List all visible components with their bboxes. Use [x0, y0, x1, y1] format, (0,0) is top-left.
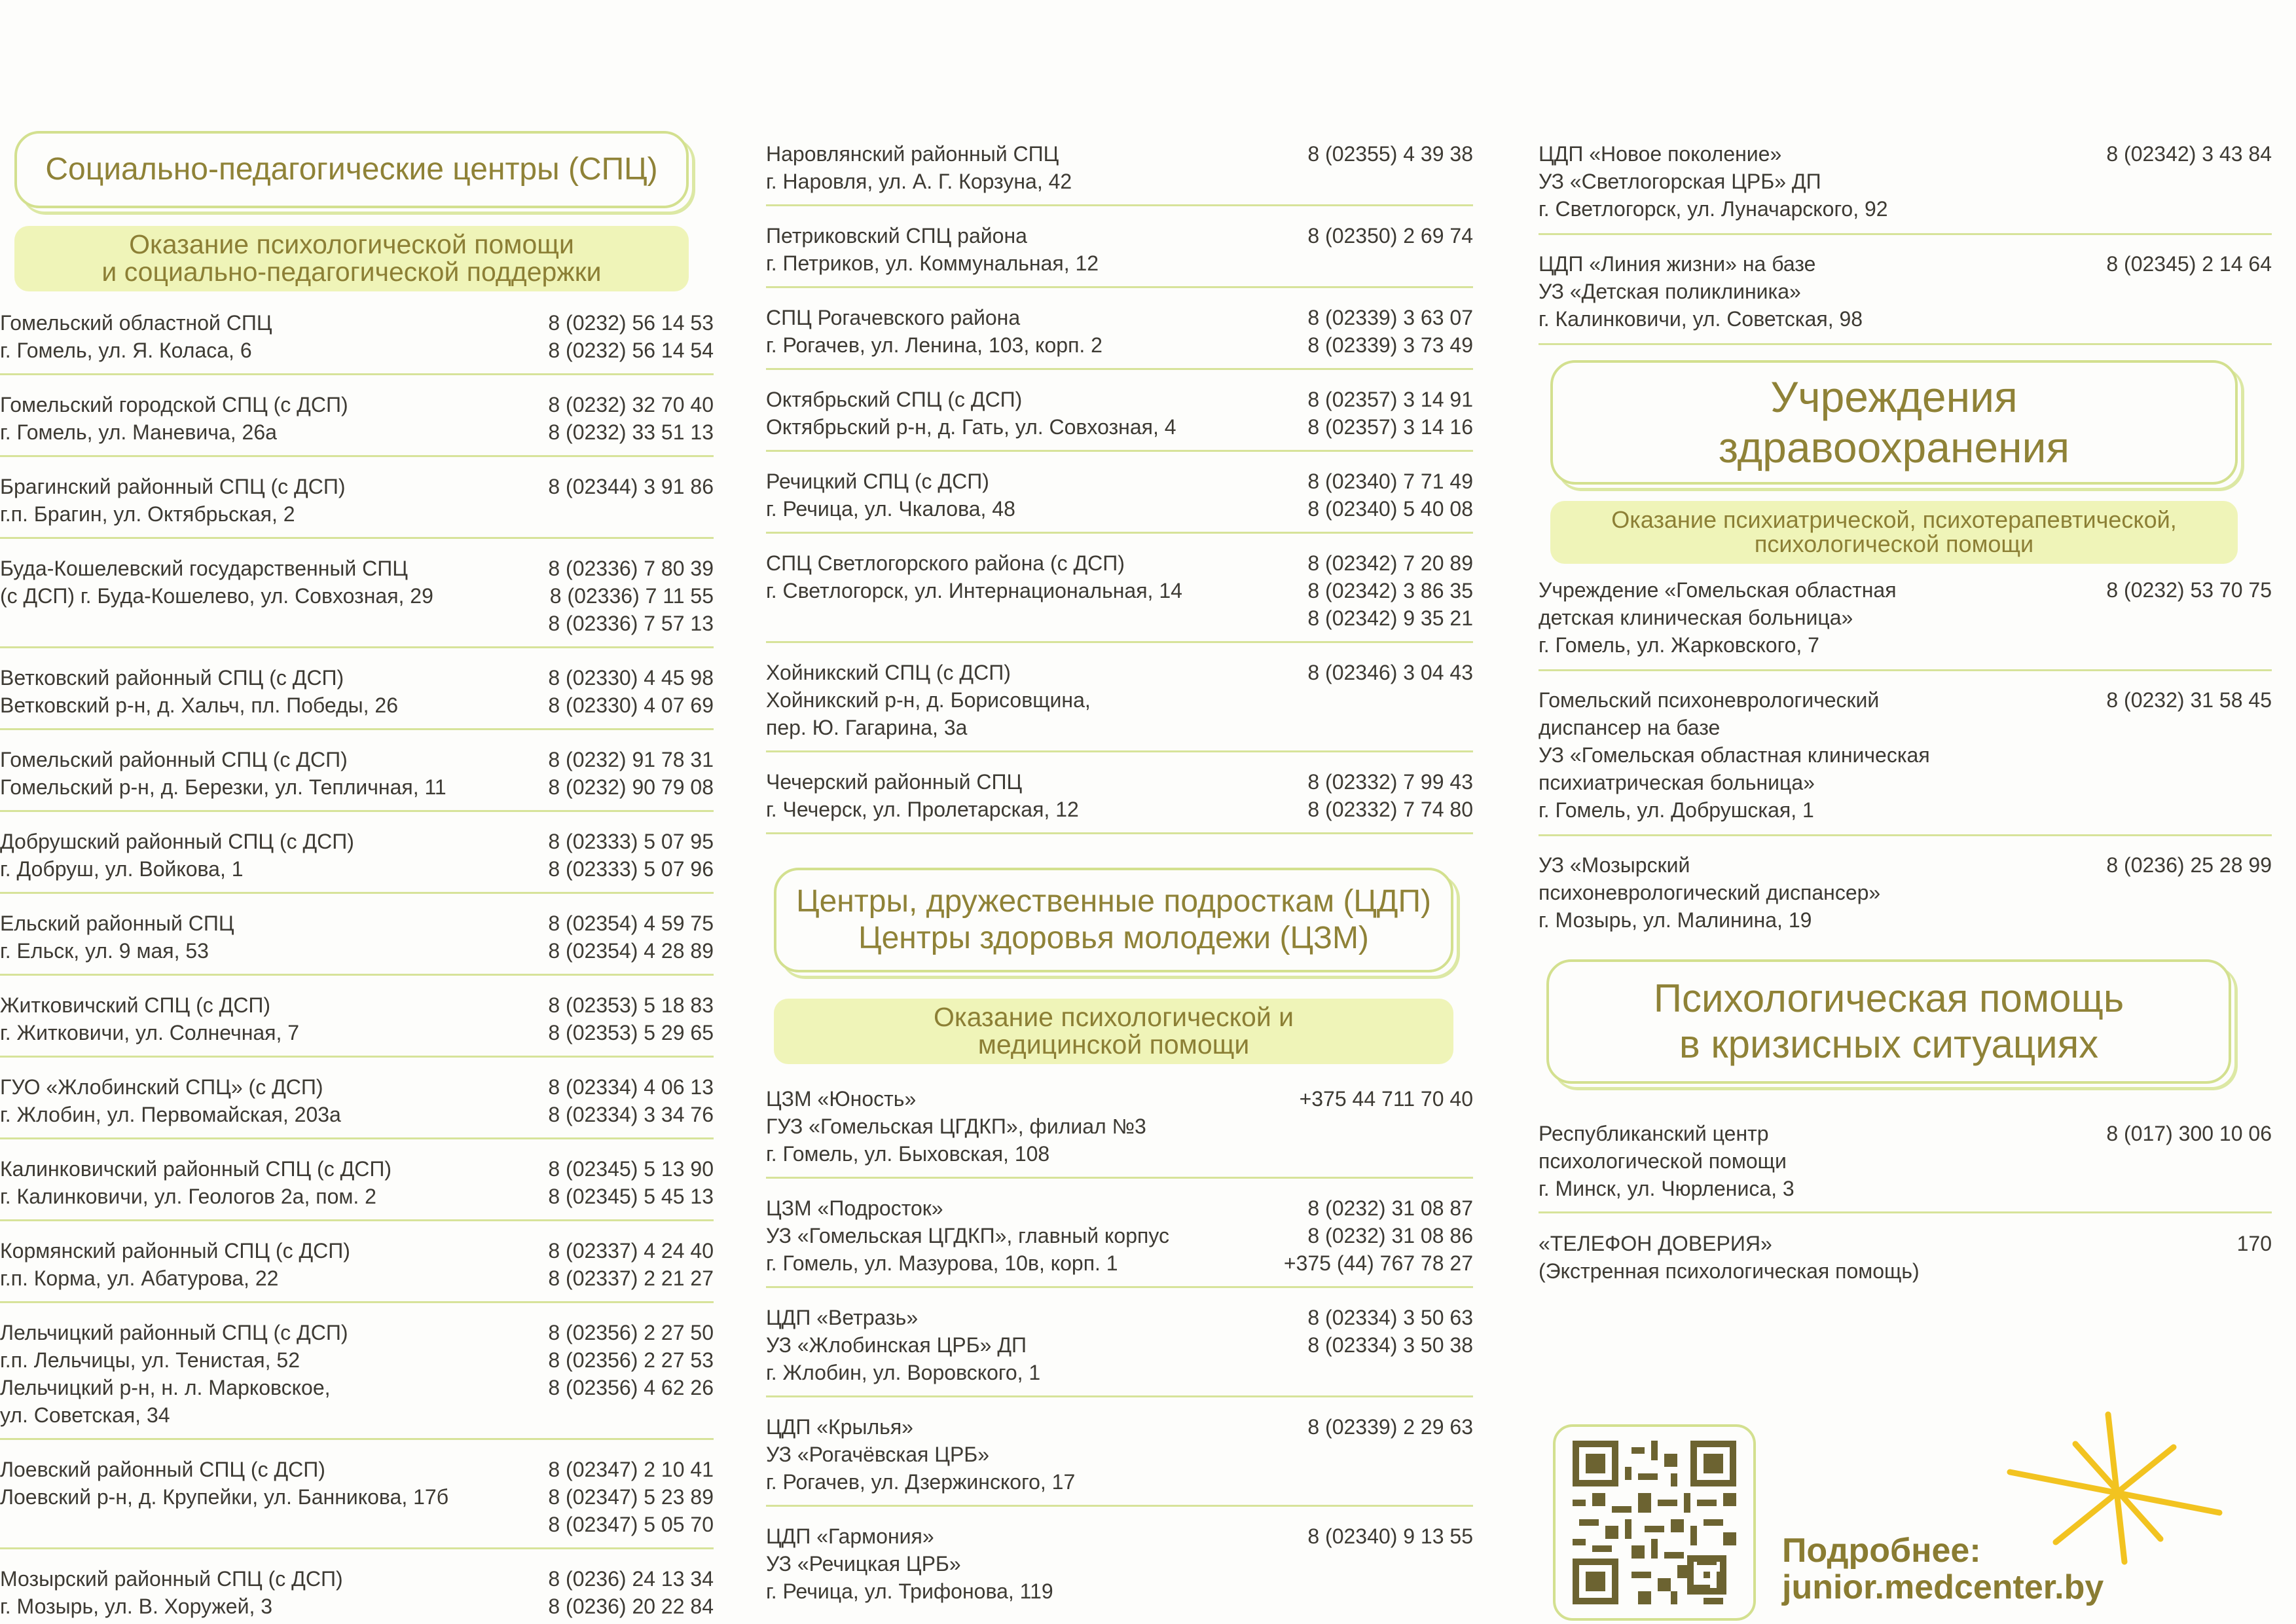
separator-line: [0, 1438, 714, 1440]
separator-line: [1539, 1211, 2272, 1213]
separator-line: [766, 1286, 1473, 1288]
section-title-crisis-text: Психологическая помощь в кризисных ситуациях: [1653, 976, 2124, 1066]
entry-item: [1539, 1230, 2272, 1285]
entry-name: ЦДП «Линия жизни» на базе УЗ «Детская поликлиника» г. Калинковичи, ул. Советская, 98: [1539, 252, 1863, 331]
separator-line: [0, 1219, 714, 1221]
separator-line: [766, 286, 1473, 288]
entry-phones[interactable]: 8 (02353) 5 18 83 8 (02353) 5 29 65: [548, 993, 714, 1044]
entry-name: Буда-Кошелевский государственный СПЦ (с ДСП) г. Буда-Кошелево, ул. Совхозная, 29: [0, 557, 433, 608]
entry-name: Петриковский СПЦ района г. Петриков, ул. Коммунальная, 12: [766, 224, 1099, 275]
entry-name: ЦДП «Гармония» УЗ «Речицкая ЦРБ» г. Речица, ул. Трифонова, 119: [766, 1524, 1053, 1603]
entry-item: [766, 468, 1473, 523]
separator-line: [766, 832, 1473, 834]
entry-phones[interactable]: 8 (02334) 4 06 13 8 (02334) 3 34 76: [548, 1075, 714, 1126]
entry-item: [766, 659, 1473, 741]
entry-phones[interactable]: 170: [2236, 1232, 2272, 1255]
section-title-spc-text: Социально-педагогические центры (СПЦ): [45, 152, 658, 187]
section-title-cdp-text: Центры, дружественные подросткам (ЦДП) Центры здоровья молодежи (ЦЗМ): [796, 884, 1431, 955]
entry-item: [766, 222, 1473, 277]
entry-item: [0, 991, 714, 1046]
entry-name: Республиканский центр психологической помощи г. Минск, ул. Чюрлениса, 3: [1539, 1122, 1795, 1200]
entry-name: Житковичский СПЦ (с ДСП) г. Житковичи, ул. Солнечная, 7: [0, 993, 300, 1044]
entry-phones[interactable]: 8 (02357) 3 14 91 8 (02357) 3 14 16: [1307, 388, 1473, 439]
entry-item: [1539, 851, 2272, 934]
entry-name: «ТЕЛЕФОН ДОВЕРИЯ» (Экстренная психологическая помощь): [1539, 1232, 1920, 1283]
entry-item: [0, 910, 714, 965]
entry-phones[interactable]: 8 (0232) 53 70 75: [2106, 578, 2272, 602]
entry-name: Речицкий СПЦ (с ДСП) г. Речица, ул. Чкалова, 48: [766, 470, 1015, 521]
entry-item: [1539, 686, 2272, 824]
entry-name: Калинковичский районный СПЦ (с ДСП) г. Калинковичи, ул. Геологов 2а, пом. 2: [0, 1157, 392, 1208]
entry-item: [766, 304, 1473, 359]
entry-item: [766, 1413, 1473, 1496]
entry-name: Хойникский СПЦ (с ДСП) Хойникский р-н, д. Борисовщина, пер. Ю. Гагарина, 3а: [766, 661, 1091, 739]
entry-name: СПЦ Светлогорского района (с ДСП) г. Светлогорск, ул. Интернациональная, 14: [766, 551, 1182, 602]
section-title-health-text: Учреждения здравоохранения: [1718, 373, 2070, 471]
entry-name: СПЦ Рогачевского района г. Рогачев, ул. Ленина, 103, корп. 2: [766, 306, 1102, 357]
entry-name: УЗ «Мозырский психоневрологический диспансер» г. Мозырь, ул. Малинина, 19: [1539, 853, 1881, 932]
separator-line: [0, 1547, 714, 1549]
separator-line: [1539, 669, 2272, 671]
entry-item: [0, 473, 714, 528]
entry-phones[interactable]: 8 (02330) 4 45 98 8 (02330) 4 07 69: [548, 666, 714, 717]
entry-item: [1539, 250, 2272, 333]
column-spc: [0, 0, 714, 1624]
separator-line: [0, 455, 714, 457]
entry-name: ЦДП «Ветразь» УЗ «Жлобинская ЦРБ» ДП г. Жлобин, ул. Воровского, 1: [766, 1306, 1041, 1384]
entry-phones[interactable]: 8 (02346) 3 04 43: [1307, 661, 1473, 684]
section-subtitle-cdp: Оказание психологической и медицинской помощи: [774, 999, 1453, 1064]
separator-line: [0, 1301, 714, 1303]
separator-line: [766, 1395, 1473, 1397]
separator-line: [766, 450, 1473, 452]
entry-name: Гомельский психоневрологический диспансер на базе УЗ «Гомельская областная клиническая психиатрическая больница» г. Гомель, ул. Добрушская, 1: [1539, 688, 1930, 822]
sparkle-icon: [2003, 1408, 2226, 1565]
column-health: [1539, 0, 2272, 1624]
entry-name: Кормянский районный СПЦ (с ДСП) г.п. Корма, ул. Абатурова, 22: [0, 1239, 350, 1290]
separator-line: [0, 728, 714, 730]
entry-phones[interactable]: 8 (02332) 7 99 43 8 (02332) 7 74 80: [1307, 770, 1473, 821]
entry-name: Лельчицкий районный СПЦ (с ДСП) г.п. Лельчицы, ул. Тенистая, 52 Лельчицкий р-н, н. л. Марковское, ул. Советская, 34: [0, 1321, 348, 1427]
separator-line: [0, 974, 714, 976]
entry-name: ГУО «Жлобинский СПЦ» (с ДСП) г. Жлобин, ул. Первомайская, 203а: [0, 1075, 341, 1126]
separator-line: [0, 810, 714, 812]
entry-item: [0, 664, 714, 719]
entry-item: [0, 1565, 714, 1620]
entry-name: ЦДП «Новое поколение» УЗ «Светлогорская ЦРБ» ДП г. Светлогорск, ул. Луначарского, 92: [1539, 142, 1888, 221]
entry-phones[interactable]: 8 (0232) 31 58 45: [2106, 688, 2272, 712]
more-info-link[interactable]: junior.medcenter.by: [1782, 1568, 2104, 1606]
entry-name: Ветковский районный СПЦ (с ДСП) Ветковский р-н, д. Хальч, пл. Победы, 26: [0, 666, 399, 717]
separator-line: [766, 750, 1473, 752]
entry-phones[interactable]: +375 44 711 70 40: [1299, 1087, 1473, 1111]
entry-phones[interactable]: 8 (0236) 24 13 34 8 (0236) 20 22 84: [548, 1567, 714, 1618]
entry-phones[interactable]: 8 (0232) 32 70 40 8 (0232) 33 51 13: [548, 393, 714, 444]
entry-phones[interactable]: 8 (02340) 7 71 49 8 (02340) 5 40 08: [1307, 470, 1473, 521]
separator-line: [0, 646, 714, 648]
entry-phones[interactable]: 8 (02336) 7 80 39 8 (02336) 7 11 55 8 (02336) 7 57 13: [548, 557, 714, 635]
separator-line: [0, 373, 714, 375]
entry-item: [0, 555, 714, 637]
separator-line: [766, 1177, 1473, 1179]
entry-item: [766, 1304, 1473, 1386]
section-title-cdp: [774, 868, 1453, 972]
separator-line: [766, 204, 1473, 206]
separator-line: [1539, 834, 2272, 836]
entry-name: Наровлянский районный СПЦ г. Наровля, ул. А. Г. Корзуна, 42: [766, 142, 1072, 193]
separator-line: [766, 532, 1473, 534]
separator-line: [0, 892, 714, 894]
entry-phones[interactable]: 8 (02345) 5 13 90 8 (02345) 5 45 13: [548, 1157, 714, 1208]
entry-phones[interactable]: 8 (02342) 7 20 89 8 (02342) 3 86 35 8 (02342) 9 35 21: [1307, 551, 1473, 630]
entry-name: Чечерский районный СПЦ г. Чечерск, ул. Пролетарская, 12: [766, 770, 1079, 821]
entry-name: Ельский районный СПЦ г. Ельск, ул. 9 мая, 53: [0, 912, 234, 963]
more-info-label: Подробнее:: [1782, 1532, 1981, 1570]
entry-phones[interactable]: 8 (0236) 25 28 99: [2106, 853, 2272, 877]
entry-item: [0, 309, 714, 364]
entry-phones[interactable]: 8 (02339) 3 63 07 8 (02339) 3 73 49: [1307, 306, 1473, 357]
separator-line: [1539, 343, 2272, 345]
entry-item: [0, 391, 714, 446]
qr-code[interactable]: [1553, 1424, 1756, 1621]
entry-item: [766, 768, 1473, 823]
separator-line: [0, 1056, 714, 1058]
separator-line: [766, 1505, 1473, 1507]
entry-name: ЦДП «Крылья» УЗ «Рогачёвская ЦРБ» г. Рогачев, ул. Дзержинского, 17: [766, 1415, 1076, 1494]
entry-phones[interactable]: 8 (02347) 2 10 41 8 (02347) 5 23 89 8 (02347) 5 05 70: [548, 1458, 714, 1536]
separator-line: [766, 641, 1473, 643]
entry-item: [0, 1456, 714, 1538]
separator-line: [1539, 233, 2272, 235]
entry-phones[interactable]: 8 (0232) 91 78 31 8 (0232) 90 79 08: [548, 748, 714, 799]
entry-item: [766, 1522, 1473, 1605]
column-centers: [766, 0, 1473, 1624]
section-title-crisis: [1546, 959, 2231, 1084]
entry-name: ЦЗМ «Подросток» УЗ «Гомельская ЦГДКП», главный корпус г. Гомель, ул. Мазурова, 10в, корп. 1: [766, 1196, 1169, 1275]
section-title-spc: [14, 131, 689, 208]
entry-phones[interactable]: 8 (017) 300 10 06: [2106, 1122, 2272, 1145]
entry-phones[interactable]: 8 (02356) 2 27 50 8 (02356) 2 27 53 8 (02356) 4 62 26: [548, 1321, 714, 1399]
entry-phones[interactable]: 8 (02334) 3 50 63 8 (02334) 3 50 38: [1307, 1306, 1473, 1357]
qr-code-icon: [1573, 1441, 1736, 1604]
entry-name: Брагинский районный СПЦ (с ДСП) г.п. Брагин, ул. Октябрьская, 2: [0, 475, 346, 526]
entry-phones[interactable]: 8 (02355) 4 39 38: [1307, 142, 1473, 166]
entry-item: [0, 1319, 714, 1429]
section-subtitle-spc: Оказание психологической помощи и социально-педагогической поддержки: [14, 226, 689, 291]
entry-item: [1539, 140, 2272, 223]
entry-phones[interactable]: 8 (02339) 2 29 63: [1307, 1415, 1473, 1439]
entry-phones[interactable]: 8 (02350) 2 69 74: [1307, 224, 1473, 248]
entry-name: Учреждение «Гомельская областная детская клиническая больница» г. Гомель, ул. Жарковского, 7: [1539, 578, 1897, 657]
entry-phones[interactable]: 8 (02354) 4 59 75 8 (02354) 4 28 89: [548, 912, 714, 963]
entry-item: [0, 828, 714, 883]
entry-name: Гомельский областной СПЦ г. Гомель, ул. Я. Коласа, 6: [0, 311, 272, 362]
entry-item: [0, 1237, 714, 1292]
entry-item: [766, 140, 1473, 195]
section-title-health: [1550, 360, 2238, 485]
entry-phones[interactable]: 8 (02340) 9 13 55: [1307, 1524, 1473, 1548]
entry-phones[interactable]: 8 (02337) 4 24 40 8 (02337) 2 21 27: [548, 1239, 714, 1290]
entry-name: Добрушский районный СПЦ (с ДСП) г. Добруш, ул. Войкова, 1: [0, 830, 354, 881]
entry-phones[interactable]: 8 (02333) 5 07 95 8 (02333) 5 07 96: [548, 830, 714, 881]
entry-item: [766, 549, 1473, 632]
section-subtitle-health: Оказание психиатрической, психотерапевтической, психологической помощи: [1550, 501, 2238, 564]
entry-item: [1539, 1120, 2272, 1202]
entry-name: Мозырский районный СПЦ (с ДСП) г. Мозырь, ул. В. Хоружей, 3: [0, 1567, 343, 1618]
entry-name: Лоевский районный СПЦ (с ДСП) Лоевский р-н, д. Крупейки, ул. Банникова, 17б: [0, 1458, 449, 1509]
entry-phones[interactable]: 8 (0232) 31 08 87 8 (0232) 31 08 86 +375 (44) 767 78 27: [1283, 1196, 1473, 1275]
entry-phones[interactable]: 8 (0232) 56 14 53 8 (0232) 56 14 54: [548, 311, 714, 362]
entry-item: [766, 386, 1473, 441]
entry-name: Гомельский районный СПЦ (с ДСП) Гомельский р-н, д. Березки, ул. Тепличная, 11: [0, 748, 446, 799]
entry-item: [1539, 576, 2272, 659]
entry-item: [0, 1073, 714, 1128]
entry-item: [0, 746, 714, 801]
entry-phones[interactable]: 8 (02342) 3 43 84: [2106, 142, 2272, 166]
entry-item: [766, 1194, 1473, 1277]
entry-item: [766, 1085, 1473, 1168]
separator-line: [766, 368, 1473, 370]
entry-phones[interactable]: 8 (02345) 2 14 64: [2106, 252, 2272, 276]
entry-phones[interactable]: 8 (02344) 3 91 86: [548, 475, 714, 498]
entry-item: [0, 1155, 714, 1210]
separator-line: [0, 537, 714, 539]
separator-line: [0, 1137, 714, 1139]
entry-name: Гомельский городской СПЦ (с ДСП) г. Гомель, ул. Маневича, 26а: [0, 393, 348, 444]
entry-name: Октябрьский СПЦ (с ДСП) Октябрьский р-н, д. Гать, ул. Совхозная, 4: [766, 388, 1176, 439]
entry-name: ЦЗМ «Юность» ГУЗ «Гомельская ЦГДКП», филиал №3 г. Гомель, ул. Быховская, 108: [766, 1087, 1146, 1166]
